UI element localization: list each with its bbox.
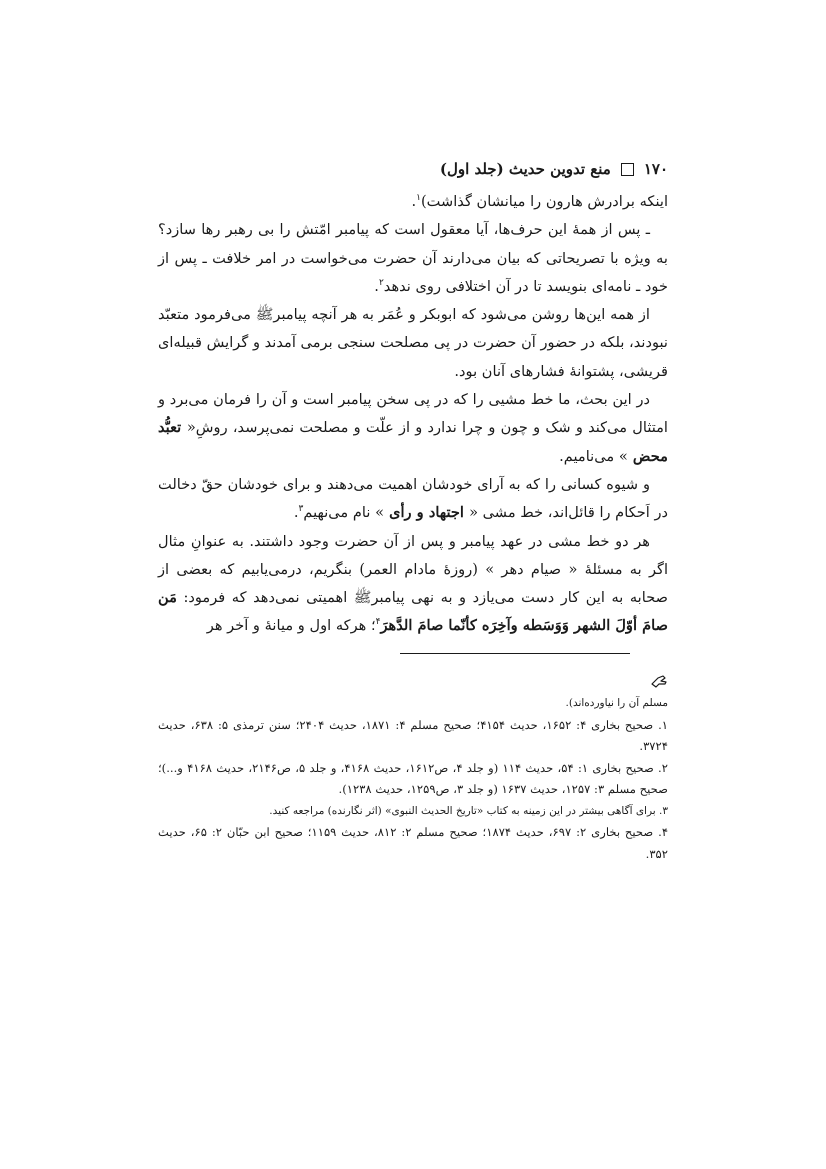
paragraph-1: اینکه برادرش هارون را میانشان گذاشت)$^۱$.	[411, 193, 668, 210]
body-text	[158, 188, 668, 641]
continuation-hand-icon	[650, 673, 668, 691]
running-header	[158, 157, 668, 181]
term-taabbud: تعبُّد محض	[158, 419, 668, 465]
page-number: ۱۷۰	[643, 160, 668, 178]
paragraph-3: از همه این‌ها روشن می‌شود که ابوبکر و عُمَر به هر آنچه پیامبرﷺ می‌فرمود متعبّد نبودند، بلکه در حضور آن حضرت در پی مصلحت سنجی برمی آمدند و گرایش قبیله‌ای قریشی، پشتوانهٔ فشارهای آنان بود.	[158, 306, 668, 380]
footnote-ref-4: ۴	[375, 617, 381, 628]
footnote-2: ۲. صحیح بخاری ۱: ۵۴، حدیث ۱۱۴ (و جلد ۴، ص۱۶۱۲، حدیث ۴۱۶۸، و جلد ۵، ص۲۱۴۶، حدیث ۴۱۶۸ و...)؛ صحیح مسلم ۳: ۱۲۵۷، حدیث ۱۶۳۷ (و جلد ۳، ص۱۲۵۹، حدیث ۱۲۳۸).	[158, 760, 668, 796]
paragraph-2: ـ پس از همهٔ این حرف‌ها، آیا معقول است که پیامبر امّتش را بی رهبر رها سازد؟ به ویژه با تصریحاتی که بیان می‌دارند آن حضرت می‌خواست در امر خلافت ـ پس از خود ـ نامه‌ای بنویسد تا در آن اختلافی روی ندهد$^۲$.	[158, 221, 668, 295]
paragraph-5: و شیوه کسانی را که به آرای خودشان اهمیت می‌دهند و برای خودشان حقّ دخالت در اَحکام را قائل‌اند، خط مشی « اجتهاد و رأی » نام می‌نهیم$^۳$.	[158, 475, 668, 522]
footnote-separator	[400, 653, 630, 654]
footnote-ref-3: ۳	[298, 504, 304, 515]
footnote-ref-1: ۱	[416, 193, 421, 204]
paragraph-4: در این بحث، ما خط مشیی را که در پی سخن پیامبر است و آن را فرمان می‌برد و امتثال می‌کند و شک و چون و چرا ندارد و از علّت و مصلحت نمی‌پرسد، روشِ« تعبُّد محض » می‌نامیم.	[158, 391, 668, 465]
footnote-3: ۳. برای آگاهی بیشتر در این زمینه به کتاب «تاریخ الحدیث النبوی» (اثر نگارنده) مراجعه کنید.	[269, 804, 668, 817]
footnotes	[158, 693, 668, 865]
book-title: منع تدوین حدیث (جلد اول)	[439, 160, 611, 178]
square-box-icon	[621, 163, 634, 176]
term-ijtihad: اجتهاد و رأی	[384, 504, 470, 522]
hadith-quote: مَن صامَ أوّلَ الشهر وَوَسَطه وآخِرَه كأنّما صامَ الدَّهرَ	[158, 589, 668, 635]
footnote-1: ۱. صحیح بخاری ۴: ۱۶۵۲، حدیث ۴۱۵۴؛ صحیح مسلم ۴: ۱۸۷۱، حدیث ۲۴۰۴؛ سنن ترمذی ۵: ۶۳۸، حدیث ۳۷۲۴.	[158, 717, 669, 753]
footnote-continuation: مسلم آن را نیاورده‌اند).	[565, 697, 668, 709]
footnote-4: ۴. صحیح بخاری ۲: ۶۹۷، حدیث ۱۸۷۴؛ صحیح مسلم ۲: ۸۱۲، حدیث ۱۱۵۹؛ صحیح ابن حبّان ۲: ۶۵، حدیث ۳۵۲.	[158, 825, 669, 861]
paragraph-6: هر دو خط مشی در عهد پیامبر و پس از آن حضرت وجود داشتند. به عنوانِ مثال اگر به مسئلهٔ « صیام دهر » (روزهٔ مادام العمر) بنگریم، درمی‌یابیم که بعضی از صحابه به این کار دست می‌یازد و به نهی پیامبرﷺ اهمیتی نمی‌دهد که فرمود: مَن صامَ أوّلَ الشهر وَوَسَطه وآخِرَه كأنّما صامَ الدَّهرَ$^۴$؛ هرکه اول و میانهٔ و آخر هر	[158, 532, 669, 635]
footnote-ref-2: ۲	[378, 278, 384, 289]
